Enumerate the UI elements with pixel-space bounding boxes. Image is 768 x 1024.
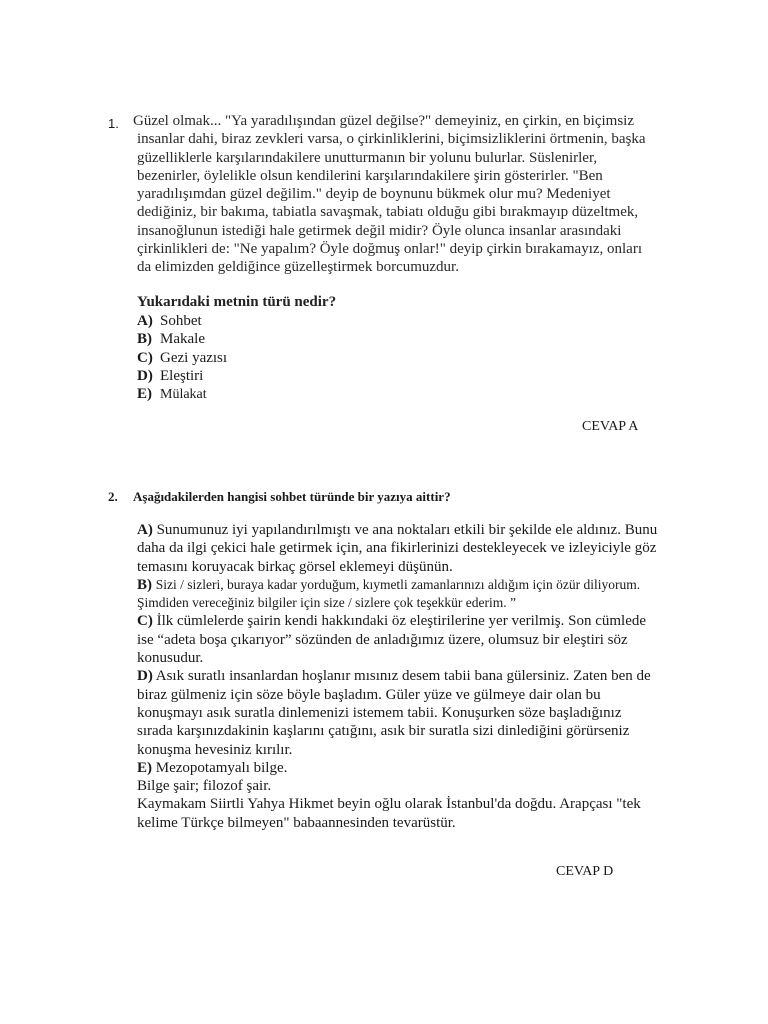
question-2-prompt: Aşağıdakilerden hangisi sohbet türünde bir yazıya aittir? xyxy=(133,489,451,504)
option-letter: D) xyxy=(137,367,153,384)
option-letter: A) xyxy=(137,522,153,538)
option-d-line: biraz gülmeniz için söze böyle başladım. Güler yüze ve gülmeye dair olan bu xyxy=(137,686,601,703)
option-letter: D) xyxy=(137,668,153,685)
passage-line: çirkinlikleri de: "Ne yapalım? Öyle doğmuş onlar!" deyip çirkin bırakamayız, onları xyxy=(137,241,643,258)
option-letter: B) xyxy=(137,576,152,593)
option-c xyxy=(137,349,227,367)
option-d xyxy=(137,367,227,385)
question-1-passage xyxy=(133,112,673,277)
option-letter: C) xyxy=(137,613,153,630)
option-letter: E) xyxy=(137,386,152,403)
option-text: Asık suratlı insanlardan hoşlanır mısınız desem tabii bana gülersiniz. Zaten ben de xyxy=(155,668,651,685)
option-d-line xyxy=(137,667,697,685)
question-1-number: 1. xyxy=(108,116,119,131)
passage-line: bezenirler, öylelikle olsun kendilerini karşılarındakilere şirin gösterirler. "Ben xyxy=(137,167,603,184)
passage-line: Güzel olmak... "Ya yaradılışından güzel değilse?" demeyiniz, en çirkin, en biçimsiz xyxy=(133,113,634,129)
option-e-line: kelime Türkçe bilmeyen" babaannesinden tevarüstür. xyxy=(137,814,456,831)
question-1-answer: CEVAP A xyxy=(582,419,639,434)
option-text: Mezopotamyalı bilge. xyxy=(155,759,288,776)
option-letter: C) xyxy=(137,349,153,366)
option-text: Sunumunuz iyi yapılandırılmıştı ve ana noktaları etkili bir şekilde ele aldınız. Bunu xyxy=(156,522,658,538)
passage-line: insanlar dahi, biraz zevkleri varsa, o çirkinliklerini, biçimsizliklerini örtmenin, başka xyxy=(137,131,646,148)
option-e xyxy=(137,385,227,404)
question-1-options xyxy=(137,312,227,404)
option-c-line: ise “adeta boşa çıkarıyor” sözünden de anladığımız üzere, olumsuz bir eleştiri söz xyxy=(137,631,628,648)
option-a xyxy=(137,312,227,330)
passage-line: yaradılışımdan güzel değilim." deyip de boynunu bükmek olur mu? Medeniyet xyxy=(137,186,611,203)
option-b xyxy=(137,330,227,348)
option-text: Mülakat xyxy=(160,387,207,403)
option-text: İlk cümlelerde şairin kendi hakkındaki öz eleştirilerine yer verilmiş. Son cümlede xyxy=(156,613,647,630)
option-b-line xyxy=(137,576,697,594)
option-a-line: temasını koruyacak birkaç görsel eklemeyi düşünün. xyxy=(137,558,453,575)
option-e-line xyxy=(137,759,697,777)
option-a-line: daha da ilgi çekici hale getirmek için, ana fikirlerinizi destekleyecek ve izleyiciyle göz xyxy=(137,540,657,557)
passage-line: dediğiniz, bir bakıma, tabiatla savaşmak, tabiatı olduğu gibi bırakmayıp düzeltmek, xyxy=(137,204,639,221)
question-2-number: 2. xyxy=(108,489,118,504)
passage-line: da elimizden geldiğince güzelleştirmek borcumuzdur. xyxy=(137,259,459,276)
passage-line: insanoğlunun istediği hale getirmek değil midir? Öyle olunca insanlar arasındaki xyxy=(137,222,622,239)
option-e-line: Bilge şair; filozof şair. xyxy=(137,778,272,795)
option-text: Eleştiri xyxy=(160,367,204,384)
option-text: Makale xyxy=(160,331,205,348)
option-letter: B) xyxy=(137,331,152,348)
question-2-options xyxy=(137,521,697,832)
question-2-answer: CEVAP D xyxy=(556,864,614,879)
option-e-line: Kaymakam Siirtli Yahya Hikmet beyin oğlu olarak İstanbul'da doğdu. Arapçası "tek xyxy=(137,796,641,813)
passage-line: güzelliklerle karşılarındakilere unutturmanın bir yolunu bulurlar. Süslenirler, xyxy=(137,149,598,166)
option-d-line: sırada karşınızdakinin kaşlarını çatığını, asık bir suratla sizi dinlediğini görürseniz xyxy=(137,723,630,740)
option-a-line xyxy=(137,521,697,539)
option-b-line: Şimdiden vereceğiniz bilgiler için size / sizlere çok teşekkür ederim. ” xyxy=(137,595,516,611)
option-text: Sohbet xyxy=(160,313,202,329)
option-c-line: konusudur. xyxy=(137,650,204,667)
option-text: Sizi / sizleri, buraya kadar yorduğum, kıymetli zamanlarınızı aldığım için özür diliyorum. xyxy=(155,576,641,592)
option-d-line: konuşma hevesiniz kırılır. xyxy=(137,741,293,758)
option-letter: A) xyxy=(137,313,153,329)
option-letter: E) xyxy=(137,759,152,776)
question-1-prompt: Yukarıdaki metnin türü nedir? xyxy=(137,294,337,310)
option-d-line: konuşmayı asık suratla dinlemenizi istemem tabii. Konuşurken söze başladığınız xyxy=(137,704,622,721)
option-c-line xyxy=(137,612,697,630)
option-text: Gezi yazısı xyxy=(160,349,228,366)
